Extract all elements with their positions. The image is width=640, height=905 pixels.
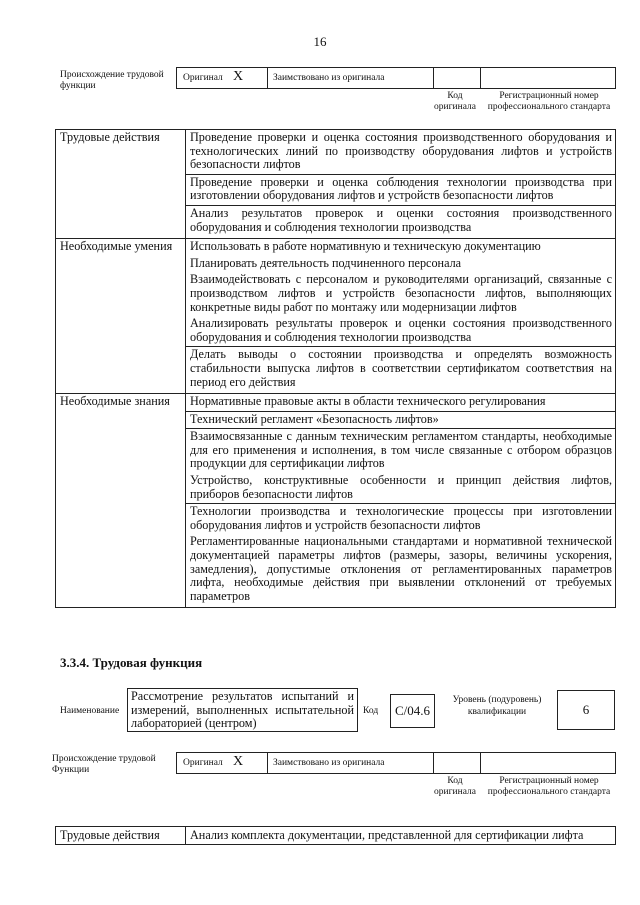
actions-row xyxy=(56,130,616,239)
skill-item: Анализировать результаты проверок и оценки состояния производственного оборудования и соблюдения технологии производства xyxy=(190,316,612,344)
original-cell xyxy=(177,753,268,773)
origin-label: Происхождение трудовой функции xyxy=(60,70,164,91)
knowledge-item: Технический регламент «Безопасность лифтов» xyxy=(186,411,615,429)
borrowed-cell xyxy=(267,753,434,773)
knowledge-item: Технологии производства и технологические процессы при изготовлении оборудования лифтов и устройств безопасности лифтов xyxy=(186,503,615,534)
code-original-label: Код оригинала xyxy=(434,91,476,112)
code-original-label: Код оригинала xyxy=(434,776,476,797)
original-text: Оригинал xyxy=(183,758,223,768)
actions-value: Анализ комплекта документации, представленной для сертификации лифта xyxy=(186,827,616,845)
code-value: C/04.6 xyxy=(390,694,435,728)
borrowed-text: Заимствовано из оригинала xyxy=(273,73,385,83)
actions-table xyxy=(55,826,616,845)
original-text: Оригинал xyxy=(183,73,223,83)
skill-item: Делать выводы о состоянии производства и определять возможность стабильности выпуска лифтов в соответствии сертификатом соответствия на период его действия xyxy=(186,346,615,391)
function-table xyxy=(55,129,616,608)
borrowed-cell xyxy=(267,68,434,88)
origin-box xyxy=(176,67,616,89)
origin-box xyxy=(176,752,616,774)
level-value: 6 xyxy=(557,690,615,730)
knowledge-item: Взаимосвязанные с данным техническим регламентом стандарты, необходимые для его применения и исполнения, в том числе связанные с отбором образцов продукции для сертификации лифтов xyxy=(186,428,615,473)
origin-label: Происхождение трудовой Функции xyxy=(52,754,156,775)
skill-item: Использовать в работе нормативную и техническую документацию xyxy=(190,239,541,254)
knowledge-item: Регламентированные национальными стандартами и нормативной технической документацией параметры лифтов (размеры, зазоры, величины ускорения, замедления), допустимые отклонения от регламентированных параметров лифта, необходимые действия при выявлении отклонений от требуемых параметров xyxy=(190,534,612,603)
knowledge-item: Нормативные правовые акты в области технического регулирования xyxy=(190,394,546,409)
reg-number-label: Регистрационный номер профессионального стандарта xyxy=(487,776,611,797)
skill-item: Планировать деятельность подчиненного персонала xyxy=(190,255,462,270)
name-value: Рассмотрение результатов испытаний и измерений, выполненных испытательной лабораторией (центром) xyxy=(127,688,358,732)
action-item: Анализ результатов проверок и оценки состояния производственного оборудования и соблюдения технологии производства xyxy=(186,205,615,236)
skills-label: Необходимые умения xyxy=(56,239,186,394)
actions-row xyxy=(56,827,616,845)
original-cell xyxy=(177,68,268,88)
name-label: Наименование xyxy=(60,706,120,716)
action-item: Проведение проверки и оценка состояния производственного оборудования и технологических линий по производству оборудования лифтов и устройств безопасности лифтов xyxy=(190,130,612,172)
level-label: Уровень (подуровень) квалификации xyxy=(452,695,542,717)
actions-label: Трудовые действия xyxy=(56,130,186,239)
borrowed-text: Заимствовано из оригинала xyxy=(273,758,385,768)
original-mark: X xyxy=(233,69,244,84)
page-number: 16 xyxy=(313,34,327,49)
action-item: Проведение проверки и оценка соблюдения технологии производства при изготовлении оборудования лифтов и устройств безопасности лифтов xyxy=(186,174,615,205)
code-cell xyxy=(433,753,481,773)
knowledge-label: Необходимые знания xyxy=(56,394,186,608)
actions-label: Трудовые действия xyxy=(56,827,186,845)
skill-item: Взаимодействовать с персоналом и руководителями организаций, связанные с производством лифтов и устройств безопасности лифтов, выполняющих конкретные виды работ по монтажу или модернизации лифтов xyxy=(190,272,612,314)
knowledge-item: Устройство, конструктивные особенности и принцип действия лифтов, приборов безопасности лифтов xyxy=(190,473,612,501)
code-label: Код xyxy=(363,706,379,716)
knowledge-cell xyxy=(186,394,616,608)
actions-cell xyxy=(186,130,616,239)
reg-number-label: Регистрационный номер профессионального стандарта xyxy=(487,91,611,112)
original-mark: X xyxy=(233,754,244,769)
skills-cell xyxy=(186,239,616,394)
knowledge-row xyxy=(56,394,616,608)
code-cell xyxy=(433,68,481,88)
section-title: 3.3.4. Трудовая функция xyxy=(60,655,203,670)
skills-row xyxy=(56,239,616,394)
